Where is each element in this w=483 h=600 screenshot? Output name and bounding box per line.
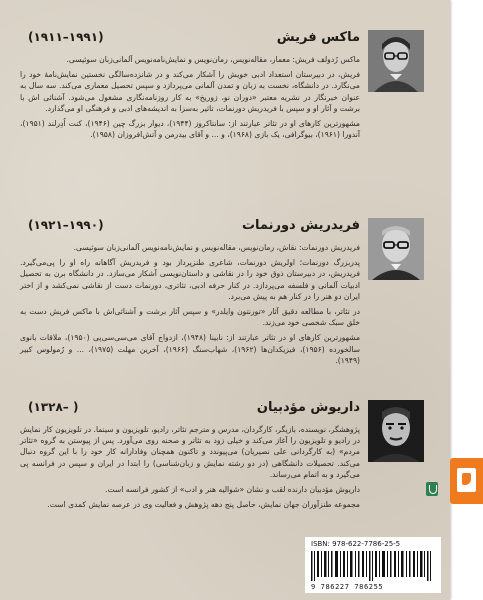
bio-paragraph: پژوهشگر، نویسنده، بازیگر، کارگردان، مدرس و مترجم تئاتر، رادیو، تلویزیون و سینما. در تلویزیون کار نمایش در رادیو و تلویزیون را آغاز می‌کند و خیلی زود به تئاتر و صحنه روی می‌آورد. پس از پیوستن به گروه «تئاتر مردم» (به کارگردانی علی نصیریان) می‌پیوندد و تاکنون همچنان وفادارانه کار خود را با این گروه دنبال می‌کند. تحصیلات دانشگاهی (در دو رشته نمایش و زبان‌شناسی) را ابتدا در ایران و سپس در فرانسه پی می‌گیرد و به اتمام می‌رساند. [20, 425, 360, 479]
portrait-image [368, 400, 424, 462]
author-dates: (۱۳۲۸– ) [28, 400, 79, 414]
isbn-label: ISBN: 978-622-7786-25-5 [311, 540, 401, 548]
author-section-durrenmatt [16, 218, 434, 365]
bio-paragraph: فریش، در دبیرستان استعداد ادبی خویش را آشکار می‌کند و در شانزده‌سالگی نخستین نمایش‌نامهٔ خود را می‌نگارد. در دانشگاه، نخست به زبان و تمدن آلمانی می‌پردازد و سپس تحصیل معماری می‌کند. سه سال به عنوان خبرنگار در نشریه معتبر «دوران نو، زوریخ» به کار روزنامه‌نگاری مشغول می‌شود. آشنائی اش با برشت و آثار او و سپس با فریدریش دورنمات، تاثیر به‌سزا به اندیشه‌های ادبی و فرهنگی او می‌گذارد. [20, 70, 360, 113]
bio-paragraph: داریوش مؤدبیان دارنده لقب و نشان «شوالیه هنر و ادب» از کشور فرانسه است. [105, 485, 360, 495]
author-name: فریدریش دورنمات [241, 218, 360, 233]
author-bio [20, 242, 360, 370]
author-dates: (۱۹۲۱–۱۹۹۰) [28, 218, 104, 232]
bio-paragraph: ماکس رُدولف فریش: معمار، مقاله‌نویس، رمان‌نویس و نمایش‌نامه‌نویس آلمانی‌زبان سوئیسی. [66, 55, 360, 64]
publisher-badge-icon [426, 482, 438, 496]
author-photo-moadabian [368, 400, 424, 462]
bio-paragraph: پدربزرگ دورنمات؛ اولریش دورنمات، شاعری طنزپرداز بود و فریدریش آگاهانه راه او را پی‌می‌گیرد. فریدریش، در دبیرستان ذوق خود را در نقاشی و داستان‌نویسی آشکار می‌سازد. در دانشگاه برن به تحصیل ادبیات آلمانی و فلسفه می‌پردازد. در کنار حرفه ادبی، تئاتری، دورنمات دست از نقاشی نمی‌کشد و از اختر ایران دو هنر را در کنار هم به پیش می‌برد. [20, 258, 360, 301]
barcode-bars-icon [311, 551, 435, 581]
portrait-image [368, 218, 424, 280]
bio-paragraph: مجموعه طنزآوران جهان نمایش، حاصل پنج دهه پژوهش و فعالیت وی در عرصه نمایش کمدی است. [47, 500, 360, 510]
author-photo-durrenmatt [368, 218, 424, 280]
author-section-frisch [16, 30, 434, 140]
publisher-logo-icon [450, 458, 483, 504]
barcode-digits: 9 786227 786255 [311, 583, 384, 591]
bio-paragraph: در تئاتر، با مطالعه دقیق آثار «تورنتون وایلدر» و سپس آثار برشت و آشنائی‌اش با ماکس فریش دست به خلق سبک شخصی خود می‌زند. [20, 307, 360, 328]
author-section-moadabian [16, 400, 434, 510]
bio-paragraph: مشهورترین کارهای او در تئاتر عبارتند از: سانتاکروز (۱۹۴۴)، دیوار بزرگ چین (۱۹۴۶)، کنت اُدِرلند (۱۹۵۱)، آندورا (۱۹۶۱)، بیوگرافی، یک بازی (۱۹۶۸)، و ... و آقای بیدرمن و آتش‌افروزان (۱۹۵۸). [20, 119, 360, 140]
bio-paragraph: فریدریش دورنمات: نقاش، رمان‌نویس، مقاله‌نویس و نمایش‌نامه‌نویس آلمانی‌زبان سوئیسی. [73, 243, 360, 252]
isbn-barcode [305, 537, 441, 593]
author-photo-frisch [368, 30, 424, 92]
author-name: داریوش مؤدبیان [256, 400, 360, 415]
author-bio [20, 54, 360, 144]
author-bio [20, 424, 360, 514]
bio-paragraph: مشهورترین کارهای او در تئاتر عبارتند از: نابینا (۱۹۴۸)، ازدواج آقای می‌سی‌سی‌پی (۱۹۵۰)، ملاقات بانوی سالخورده (۱۹۵۶)، فیزیکدان‌ها (۱۹۶۲)، شهاب‌سنگ (۱۹۶۶)، آخرین مهلت (۱۹۷۵)، ... و رُمولوس کبیر (۱۹۴۹). [20, 333, 361, 365]
publisher-logo-mark [457, 468, 476, 492]
portrait-image [368, 30, 424, 92]
author-name: ماکس فریش [276, 30, 360, 45]
author-dates: (۱۹۱۱–۱۹۹۱) [28, 30, 104, 44]
